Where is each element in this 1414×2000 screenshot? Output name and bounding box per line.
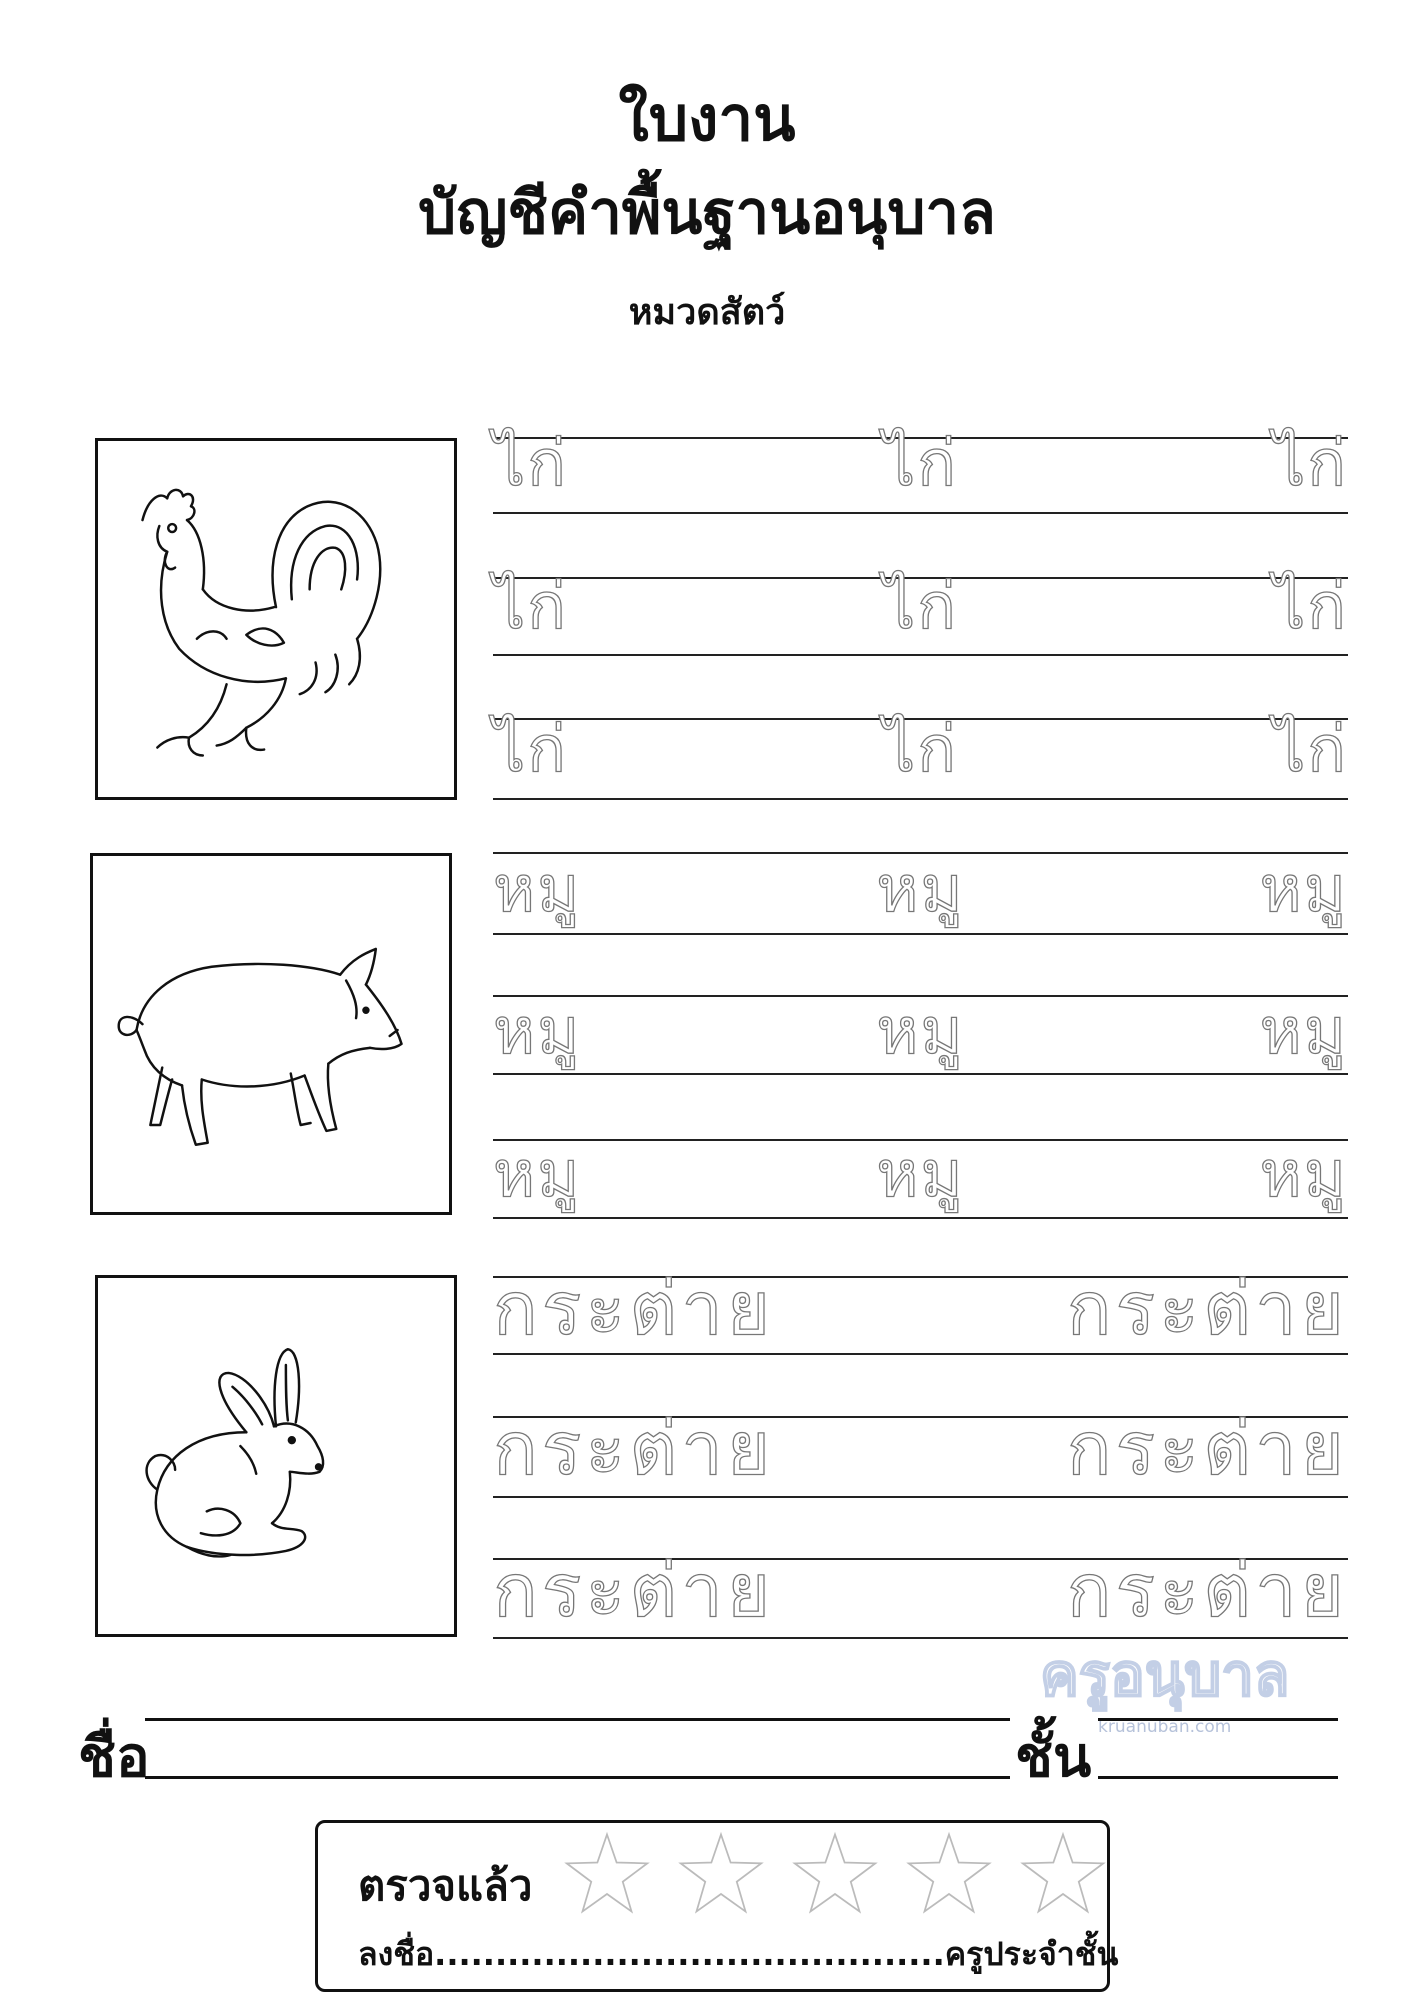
trace-row [493, 853, 1348, 927]
trace-word: หมู [493, 853, 582, 927]
class-label: ชั้น [1015, 1725, 1092, 1790]
trace-row [493, 1138, 1348, 1212]
rating-stars [563, 1831, 1107, 1915]
pig-picture [90, 853, 452, 1215]
sign-label: ลงชื่อ [358, 1935, 435, 1973]
trace-row [493, 1548, 1348, 1634]
trace-word: กระต่าย [493, 1406, 775, 1492]
trace-word: กระต่าย [1066, 1548, 1348, 1634]
star-icon[interactable] [563, 1831, 651, 1915]
trace-word: หมู [1259, 853, 1348, 927]
star-icon[interactable] [791, 1831, 879, 1915]
rooster-icon [98, 441, 454, 797]
trace-word: ไก่ [883, 427, 958, 501]
name-label: ชื่อ [78, 1725, 150, 1790]
trace-row [493, 1266, 1348, 1352]
trace-word: กระต่าย [493, 1266, 775, 1352]
trace-word: หมู [876, 853, 965, 927]
trace-word: ไก่ [493, 713, 568, 787]
trace-word: ไก่ [883, 570, 958, 644]
signature-field[interactable]: .......................................... [434, 1935, 945, 1973]
trace-word: หมู [1259, 1138, 1348, 1212]
rabbit-picture [95, 1275, 457, 1637]
class-line-top [1098, 1718, 1338, 1721]
trace-row [493, 427, 1348, 501]
page-title: ใบงาน [618, 82, 796, 155]
trace-word: ไก่ [493, 427, 568, 501]
trace-word: หมู [876, 995, 965, 1069]
star-icon[interactable] [1019, 1831, 1107, 1915]
star-icon[interactable] [677, 1831, 765, 1915]
pig-icon [93, 856, 449, 1212]
watermark-site: kruanuban.com [1098, 1717, 1232, 1737]
page-subtitle: บัญชีคำพื้นฐานอนุบาล [418, 178, 996, 248]
trace-word: หมู [876, 1138, 965, 1212]
trace-word: กระต่าย [1066, 1266, 1348, 1352]
trace-row [493, 995, 1348, 1069]
rooster-picture [95, 438, 457, 800]
trace-word: ไก่ [1273, 427, 1348, 501]
teacher-check-box [315, 1820, 1119, 1992]
trace-word: กระต่าย [493, 1548, 775, 1634]
star-icon[interactable] [905, 1831, 993, 1915]
teacher-label: ครูประจำชั้น [944, 1935, 1119, 1973]
watermark-name: ครูอนุบาล [1040, 1641, 1290, 1709]
name-field[interactable] [145, 1776, 1010, 1779]
trace-word: ไก่ [883, 713, 958, 787]
category-heading: หมวดสัตว์ [628, 292, 786, 333]
trace-word: ไก่ [1273, 713, 1348, 787]
signature-row [358, 1929, 1118, 1980]
trace-word: กระต่าย [1066, 1406, 1348, 1492]
trace-row [493, 1406, 1348, 1492]
checked-label: ตรวจแล้ว [358, 1861, 533, 1910]
trace-word: หมู [1259, 995, 1348, 1069]
trace-word: หมู [493, 995, 582, 1069]
name-line-top [145, 1718, 1010, 1721]
rabbit-icon [98, 1278, 454, 1634]
trace-row [493, 713, 1348, 787]
trace-word: ไก่ [493, 570, 568, 644]
trace-word: หมู [493, 1138, 582, 1212]
trace-word: ไก่ [1273, 570, 1348, 644]
trace-row [493, 570, 1348, 644]
class-field[interactable] [1098, 1776, 1338, 1779]
